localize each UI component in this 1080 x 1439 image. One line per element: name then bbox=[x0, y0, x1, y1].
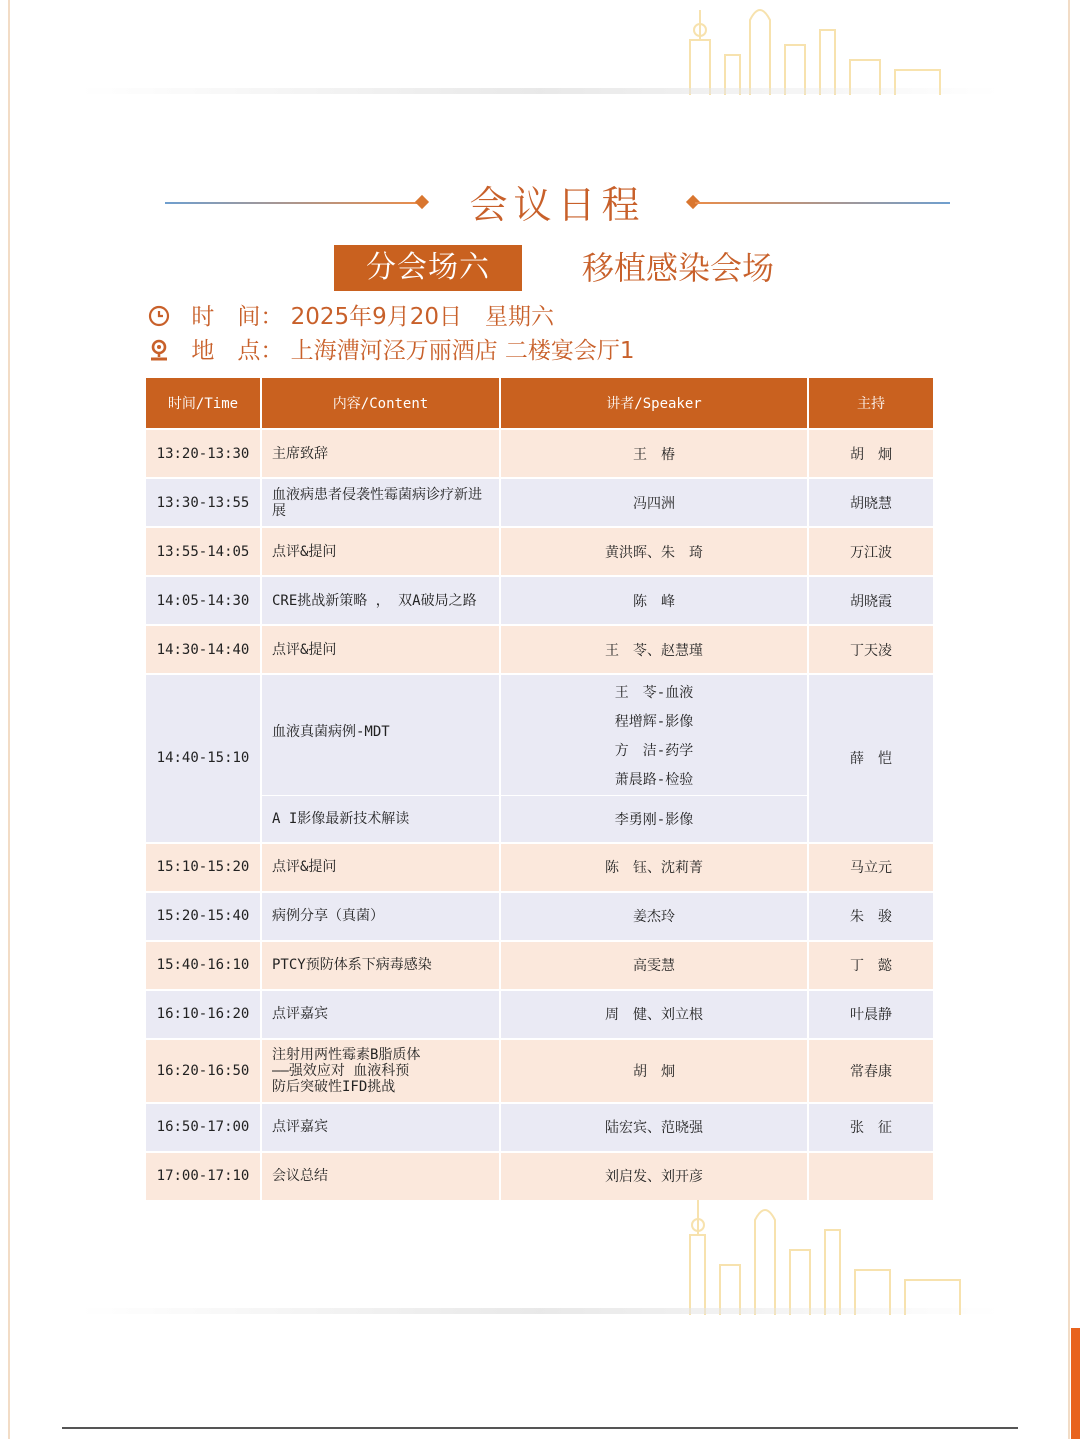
cell-time: 13:20-13:30 bbox=[146, 429, 261, 478]
header-fade-band bbox=[80, 88, 1000, 94]
cell-host: 叶晨静 bbox=[808, 990, 934, 1039]
cell-host: 张 征 bbox=[808, 1103, 934, 1152]
cell-host: 马立元 bbox=[808, 843, 934, 892]
header-speaker: 讲者/Speaker bbox=[500, 378, 808, 429]
cell-host: 丁天凌 bbox=[808, 625, 934, 674]
header-host: 主持 bbox=[808, 378, 934, 429]
clock-icon bbox=[148, 305, 170, 327]
session-name: 移植感染会场 bbox=[582, 249, 775, 287]
table-row bbox=[146, 941, 934, 990]
cell-host: 丁 懿 bbox=[808, 941, 934, 990]
cell-time: 17:00-17:10 bbox=[146, 1152, 261, 1201]
cell-content: 血液真菌病例-MDT bbox=[261, 674, 500, 796]
table-header-row bbox=[146, 378, 934, 429]
cell-content: 病例分享（真菌） bbox=[261, 892, 500, 941]
edge-accent-tab bbox=[1071, 1328, 1080, 1439]
cell-host: 胡晓慧 bbox=[808, 478, 934, 527]
speaker-line: 程增辉-影像 bbox=[614, 714, 694, 730]
cell-content: 点评嘉宾 bbox=[261, 1103, 500, 1152]
title-divider-right bbox=[695, 202, 950, 204]
cell-time: 16:50-17:00 bbox=[146, 1103, 261, 1152]
table-row bbox=[146, 576, 934, 625]
schedule-table bbox=[146, 378, 935, 1202]
info-time-value: 2025年9月20日 星期六 bbox=[290, 304, 555, 330]
cell-speaker: 李勇刚-影像 bbox=[500, 796, 808, 843]
cell-speaker: 王 苓、赵慧瑾 bbox=[500, 625, 808, 674]
cell-content: CRE挑战新策略 ， 双A破局之路 bbox=[261, 576, 500, 625]
cell-speaker: 高雯慧 bbox=[500, 941, 808, 990]
cell-speaker: 陈 钰、沈莉菁 bbox=[500, 843, 808, 892]
header-time: 时间/Time bbox=[146, 378, 261, 429]
cell-content: 血液病患者侵袭性霉菌病诊疗新进展 bbox=[261, 478, 500, 527]
cell-time: 14:40-15:10 bbox=[146, 674, 261, 843]
cell-time: 15:40-16:10 bbox=[146, 941, 261, 990]
page-title: 会议日程 bbox=[469, 183, 646, 227]
info-place-label: 地 点： bbox=[191, 338, 284, 364]
footer-fade-band bbox=[80, 1308, 1000, 1314]
cell-content: 主席致辞 bbox=[261, 429, 500, 478]
cell-time: 14:05-14:30 bbox=[146, 576, 261, 625]
cell-host: 万江波 bbox=[808, 527, 934, 576]
cell-content: A I影像最新技术解读 bbox=[261, 796, 500, 843]
location-pin-icon bbox=[148, 339, 170, 361]
table-row bbox=[146, 478, 934, 527]
cell-content: 点评&提问 bbox=[261, 527, 500, 576]
table-row bbox=[146, 1103, 934, 1152]
cell-host: 朱 骏 bbox=[808, 892, 934, 941]
info-place-value: 上海漕河泾万丽酒店 二楼宴会厅1 bbox=[290, 338, 635, 364]
speaker-line: 萧晨路-检验 bbox=[614, 772, 694, 788]
cell-time: 15:10-15:20 bbox=[146, 843, 261, 892]
info-time-label: 时 间： bbox=[191, 304, 284, 330]
speaker-line: 方 洁-药学 bbox=[614, 743, 694, 759]
session-badge: 分会场六 bbox=[334, 245, 522, 291]
cell-speaker: 黄洪晖、朱 琦 bbox=[500, 527, 808, 576]
table-row bbox=[146, 1039, 934, 1103]
cell-host: 胡晓霞 bbox=[808, 576, 934, 625]
cell-time: 14:30-14:40 bbox=[146, 625, 261, 674]
info-place bbox=[148, 335, 635, 367]
cell-host: 薛 恺 bbox=[808, 674, 934, 843]
table-row bbox=[146, 843, 934, 892]
cell-host: 胡 炯 bbox=[808, 429, 934, 478]
table-row bbox=[146, 990, 934, 1039]
cell-time: 16:10-16:20 bbox=[146, 990, 261, 1039]
cell-speaker: 王 椿 bbox=[500, 429, 808, 478]
table-row bbox=[146, 892, 934, 941]
cell-speaker: 胡 炯 bbox=[500, 1039, 808, 1103]
cell-content: 注射用两性霉素B脂质体 ——强效应对 血液科预 防后突破性IFD挑战 bbox=[261, 1039, 500, 1103]
table-row bbox=[146, 1152, 934, 1201]
cell-host: 常春康 bbox=[808, 1039, 934, 1103]
cell-speaker-list bbox=[500, 674, 808, 796]
cell-speaker: 姜杰玲 bbox=[500, 892, 808, 941]
cell-speaker: 陆宏宾、范晓强 bbox=[500, 1103, 808, 1152]
table-row bbox=[146, 429, 934, 478]
cell-time: 16:20-16:50 bbox=[146, 1039, 261, 1103]
skyline-decoration-top bbox=[680, 0, 980, 95]
cell-content: 点评&提问 bbox=[261, 843, 500, 892]
info-time bbox=[148, 301, 554, 333]
skyline-decoration-bottom bbox=[660, 1195, 990, 1315]
table-row bbox=[146, 527, 934, 576]
cell-content: 点评&提问 bbox=[261, 625, 500, 674]
cell-speaker: 周 健、刘立根 bbox=[500, 990, 808, 1039]
table-row bbox=[146, 625, 934, 674]
bottom-divider bbox=[62, 1427, 1018, 1429]
cell-time: 13:30-13:55 bbox=[146, 478, 261, 527]
cell-host bbox=[808, 1152, 934, 1201]
cell-speaker: 刘启发、刘开彦 bbox=[500, 1152, 808, 1201]
title-row bbox=[165, 180, 950, 230]
table-row-mdt bbox=[146, 674, 934, 796]
cell-content: PTCY预防体系下病毒感染 bbox=[261, 941, 500, 990]
cell-content: 点评嘉宾 bbox=[261, 990, 500, 1039]
cell-speaker: 冯四洲 bbox=[500, 478, 808, 527]
cell-time: 13:55-14:05 bbox=[146, 527, 261, 576]
cell-time: 15:20-15:40 bbox=[146, 892, 261, 941]
cell-speaker: 陈 峰 bbox=[500, 576, 808, 625]
header-content: 内容/Content bbox=[261, 378, 500, 429]
cell-content: 会议总结 bbox=[261, 1152, 500, 1201]
speaker-line: 王 苓-血液 bbox=[614, 685, 694, 701]
